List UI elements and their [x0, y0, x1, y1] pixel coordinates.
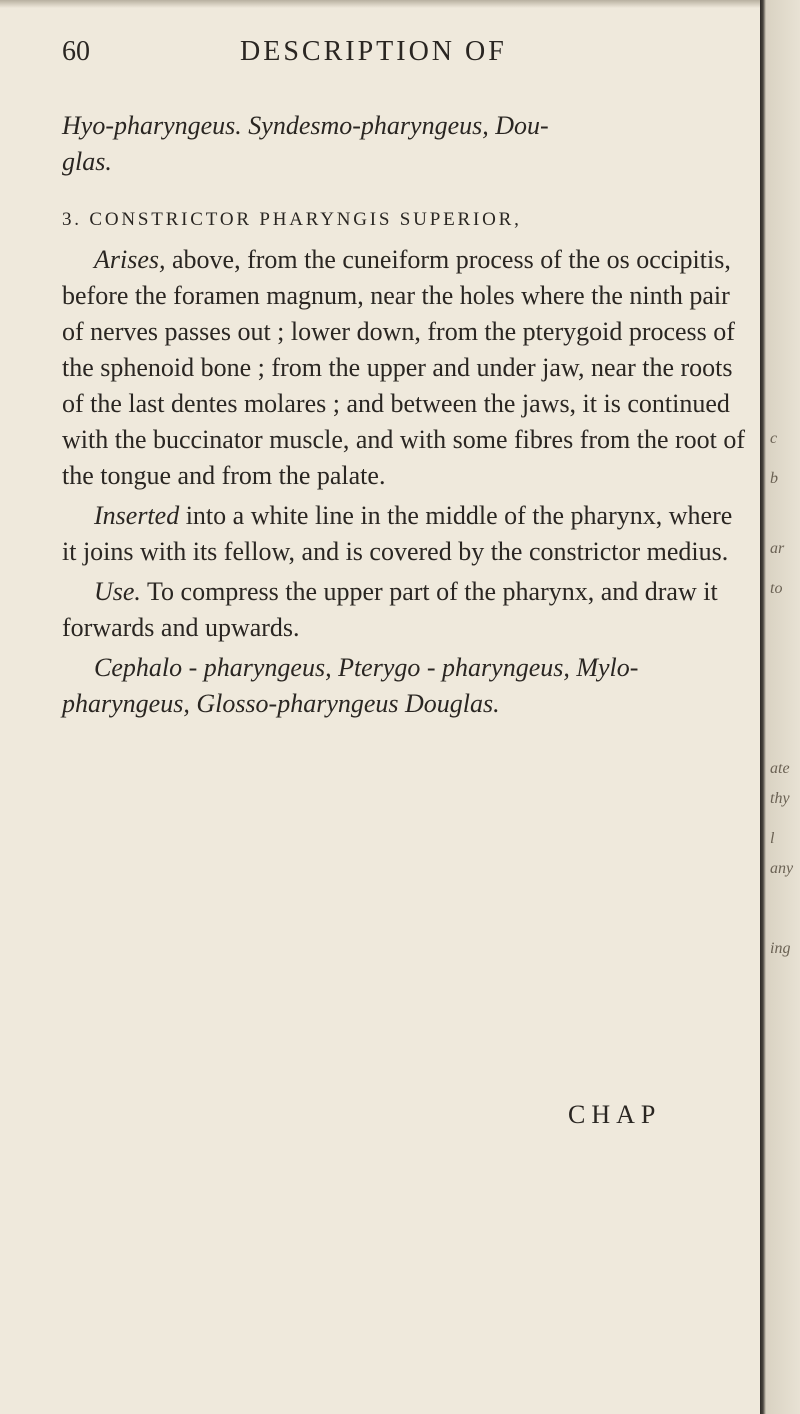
catchword: CHAP: [568, 1100, 662, 1129]
arises-paragraph: [62, 242, 752, 494]
intro-line-2: glas.: [62, 147, 112, 176]
inserted-paragraph: [62, 498, 752, 570]
bleed-through-text: thy: [770, 790, 790, 807]
arises-label: Arises,: [94, 245, 166, 274]
bleed-through-text: to: [770, 580, 783, 597]
bleed-through-text: ing: [770, 940, 791, 957]
bleed-through-text: l: [770, 830, 775, 847]
bleed-through-text: c: [770, 430, 778, 447]
bleed-through-text: any: [770, 860, 794, 877]
page-body: [62, 108, 752, 722]
arises-text: above, from the cuneiform process of the os occipitis, before the foramen magnum, near the holes where the ninth pair of nerves passes out ; lower down, from the pterygoid process of the sphenoid bone ; from the upper and under jaw, near the roots of the last dentes molares ; and between the jaws, it is continued with the buccinator muscle, and with some fibres from the root of the tongue and from the palate.: [62, 245, 746, 490]
use-text: To compress the upper part of the pharynx, and draw it forwards and upwards.: [62, 577, 718, 642]
section-heading: 3. CONSTRICTOR PHARYNGIS SUPERIOR,: [62, 209, 522, 230]
intro-line-1: Hyo-pharyngeus. Syndesmo-pharyngeus, Dou-: [62, 111, 549, 140]
page-gutter-edge: [760, 0, 800, 1414]
page-top-shadow: [0, 0, 800, 8]
running-title: DESCRIPTION OF: [240, 36, 507, 67]
use-paragraph: [62, 574, 752, 646]
inserted-text: into a white line in the middle of the pharynx, where it joins with its fellow, and is covered by the constrictor medius.: [62, 501, 733, 566]
intro-line: [62, 108, 752, 180]
bleed-through-text: ar: [770, 540, 785, 557]
synonyms-paragraph: Cephalo - pharyngeus, Pterygo - pharyngeus, Mylo-pharyngeus, Glosso-pharyngeus Douglas.: [62, 653, 639, 718]
bleed-through-text: b: [770, 470, 778, 487]
bleed-through-text: ate: [770, 760, 790, 777]
inserted-label: Inserted: [94, 501, 180, 530]
page-number: 60: [62, 36, 90, 67]
running-header: [0, 36, 760, 76]
use-label: Use.: [94, 577, 141, 606]
